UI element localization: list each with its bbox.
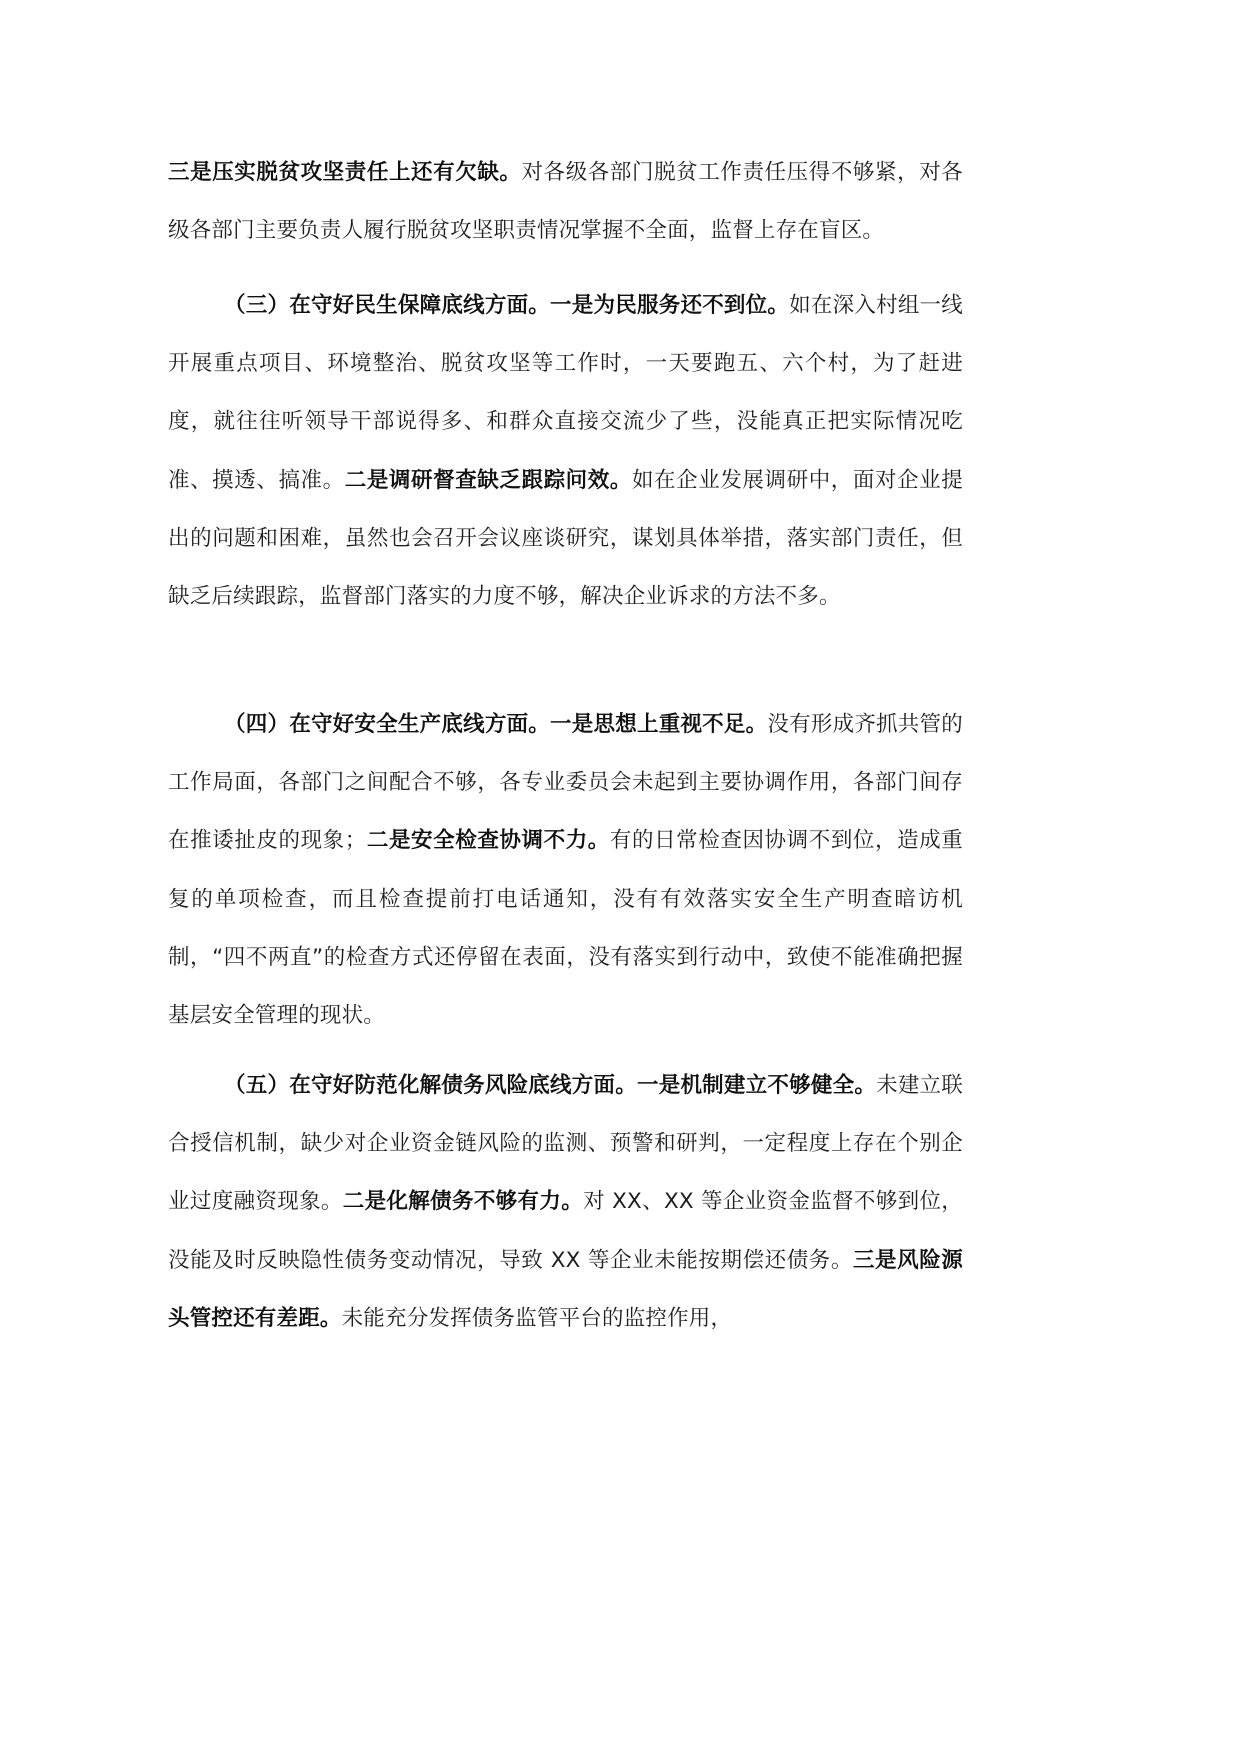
body-text: 未能充分发挥债务监管平台的监控作用， [341,1305,733,1331]
section-heading: （三）在守好民生保障底线方面。一是为民服务还不到位。 [224,293,790,318]
bold-heading: 二是调研督查缺乏跟踪问效。 [344,467,632,493]
paragraph-debt-risk [168,1057,963,1348]
paragraph-livelihood-security [168,277,963,626]
body-text: 如在深入村组一线开展重点项目、环境整治、脱贫攻坚等工作时，一天要跑五、六个村，为了赶进度，就往往听领导干部说得多、和群众直接交流少了些，没能真正把实际情况吃准、摸透、搞准。 [168,293,963,493]
body-text: 对各级各部门脱贫工作责任压得不够紧，对各级各部门主要负责人履行脱贫攻坚职责情况掌握不全面，监督上存在盲区。 [168,160,963,244]
body-text: 未建立联合授信机制，缺少对企业资金链风险的监测、预警和研判，一定程度上存在个别企业过度融资现象。 [168,1073,963,1215]
body-text: 有的日常检查因协调不到位，造成重复的单项检查，而且检查提前打电话通知，没有有效落实安全生产明查暗访机制，“四不两直”的检查方式还停留在表面，没有落实到行动中，致使不能准确把握基层安全管理的现状。 [168,828,963,1029]
paragraph-poverty-responsibility [168,144,963,260]
section-heading: （五）在守好防范化解债务风险底线方面。一是机制建立不够健全。 [224,1073,877,1098]
paragraph-production-safety [168,696,963,1045]
bold-heading: 二是安全检查协调不力。 [366,828,610,854]
body-text: 对 XX、XX 等企业资金监督不够到位，没能及时反映隐性债务变动情况，导致 XX 等企业未能按期偿还债务。 [168,1189,963,1273]
body-text: 如在企业发展调研中，面对企业提出的问题和困难，虽然也会召开会议座谈研究，谋划具体举措，落实部门责任，但缺乏后续跟踪，监督部门落实的力度不够，解决企业诉求的方法不多。 [168,467,963,610]
bold-heading: 二是化解债务不够有力。 [342,1189,584,1215]
bold-heading: 三是风险源头管控还有差距。 [168,1247,963,1331]
bold-heading: 三是压实脱贫攻坚责任上还有欠缺。 [168,160,522,185]
body-text: 没有形成齐抓共管的工作局面，各部门之间配合不够，各专业委员会未起到主要协调作用，各部门间存在推诿扯皮的现象； [168,712,963,854]
section-heading: （四）在守好安全生产底线方面。一是思想上重视不足。 [224,712,768,737]
